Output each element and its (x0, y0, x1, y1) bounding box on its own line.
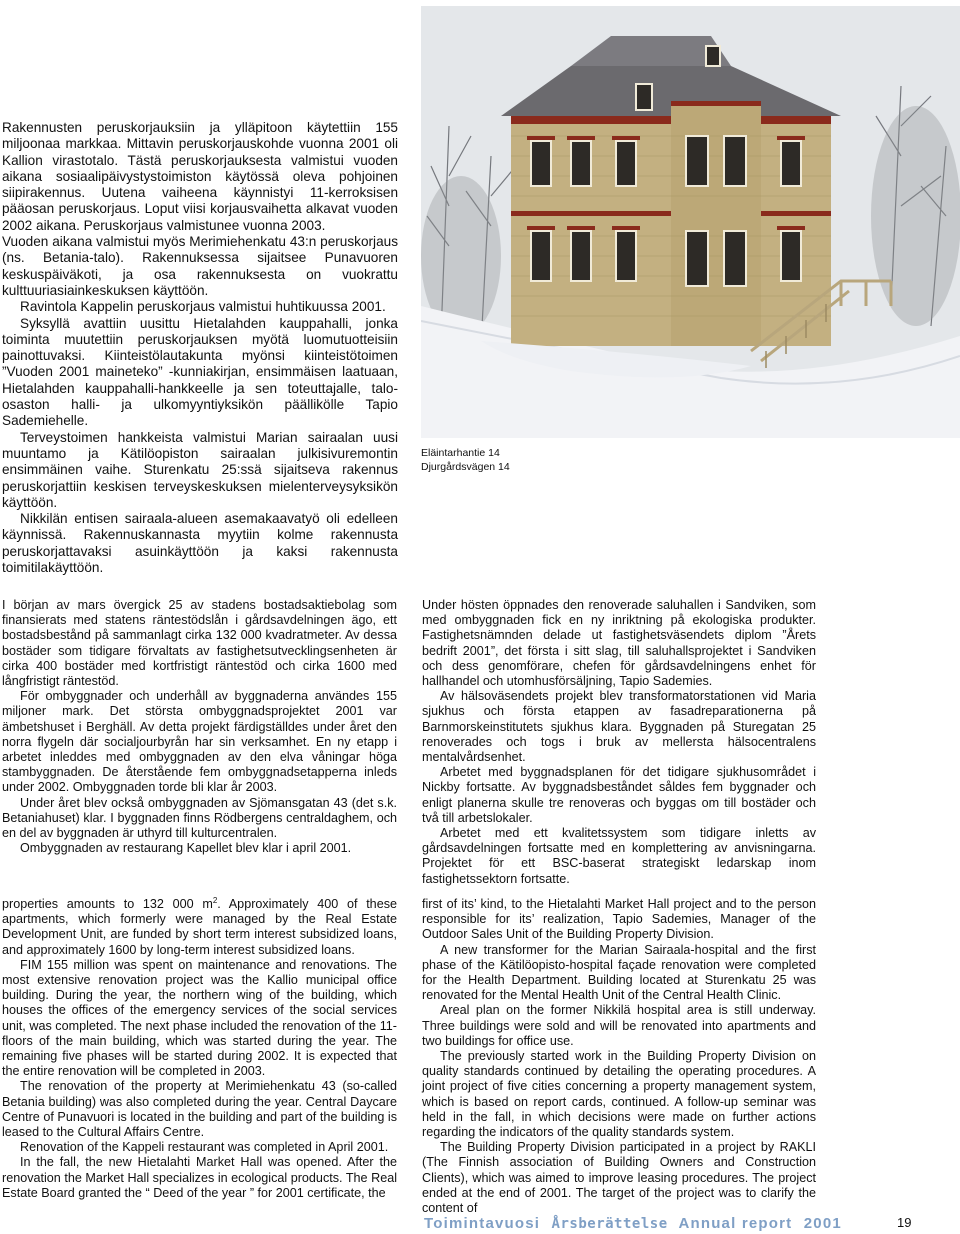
en-first-start: properties amounts to 132 000 m (2, 897, 213, 911)
footer-title-sv: Årsberättelse (551, 1216, 668, 1232)
sv-paragraph: Under hösten öppnades den renoverade saluhallen i Sandviken, som med ombyggnaden fick en ny inriktning på ekologiska produkter. Fastighetsnämnden delade ut fastighetsväsendets diplom ”Årets bedrift 2001”, det första i sitt slag, till saluhallsprojektet i Sandviken och dess genomförare, chefen för gårdsavdelningens enhet för hallhandel och utomhusförsäljning, Tapio Sademies. (422, 598, 816, 689)
swedish-text-left (2, 598, 397, 856)
caption-line-sv: Djurgårdsvägen 14 (421, 461, 510, 473)
swedish-text-right (422, 598, 816, 887)
sv-paragraph: Under året blev också ombyggnaden av Sjömansgatan 43 (det s.k. Betaniahuset) klar. I byggnaden finns Rödbergens centraldaghem, och en del av byggnaden är uthyrd till kulturcentralen. (2, 795, 397, 841)
sv-paragraph: Ombyggnaden av restaurang Kapellet blev klar i april 2001. (20, 841, 352, 856)
en-paragraph: The Building Property Division participated in a project by RAKLI (The Finnish association of Building Owners and Construction Clients), which was aimed to improve leasing procedures. The project ended at the end of 2001. The target of the project was to clarify the content of (422, 1140, 816, 1216)
sv-paragraph: Arbetet med byggnadsplanen för det tidigare sjukhusområdet i Nickby fortsatte. Av byggnadsbeståndet såldes fem byggnader och enligt planerna skulle tre renoveras och byggas om till bostäder och två till arbetslokaler. (422, 765, 816, 825)
english-text-right (422, 897, 816, 1216)
en-paragraph-first (2, 897, 397, 958)
finnish-text-column (2, 120, 398, 576)
sv-paragraph: Av hälsoväsendets projekt blev transformatorstationen vid Maria sjukhus och första etappen av fasadreparationerna på Barnmorskeinstitutets sjukhus klara. Byggnaden på Sturegatan 25 renoverades och togs i bruk av mellersta hälsocentralens mentalvårdsenhet. (422, 689, 816, 765)
en-paragraph: The renovation of the property at Merimiehenkatu 43 (so-called Betania building) was also completed during the year. Central Daycare Centre of Punavuori is located in the building and part of the building is leased to the Cultural Affairs Centre. (2, 1079, 397, 1140)
fi-paragraph-6: Nikkilän entisen sairaala-alueen asemakaavatyö oli edelleen käynnissä. Rakennuskannasta myytiin kolme rakennusta peruskorjattavaksi asuinkäyttöön ja kaksi rakennusta toimitilakäyttöön. (2, 511, 398, 576)
footer-title-en: Annual report (678, 1215, 793, 1232)
en-first-rest: . Approximately 400 of these apartments, which formerly were managed by the Real Estate Development Unit, are funded by short term interest subsidized loans, and approximately 1600 by long-term interest subsidized loans. (2, 897, 397, 957)
sv-paragraph: För ombyggnader och underhåll av byggnaderna användes 155 miljoner mark. Det största ombyggnadsprojektet 2001 var ämbetshuset i Berghäll. Av detta projekt färdigställdes under året den norra flygeln där socialjourbyrån har sin verksamhet. En ny etapp i arbetet inleddes med ombyggnaden av den elva våningar höga stambyggnaden. De återstående fem ombyggnadsetapperna inleds under 2002. Ombyggnaden torde bli klar år 2003. (2, 689, 397, 795)
sv-paragraph: Arbetet med ett kvalitetssystem som tidigare inletts av gårdsavdelningen fortsatte med en komplettering av anvisningarna. Projektet för ett BSC-baserat strategiskt ledarskap inom fastighetssektorn fortsatte. (422, 826, 816, 886)
en-paragraph: Areal plan on the former Nikkilä hospital area is still underway. Three buildings were sold and will be renovated into apartments and two buildings for office use. (422, 1003, 816, 1048)
footer-title-fi: Toimintavuosi (424, 1215, 541, 1232)
footer-year: 2001 (803, 1215, 842, 1232)
fi-paragraph-1: Rakennusten peruskorjauksiin ja ylläpitoon käytettiin 155 miljoonaa markkaa. Mittavin peruskorjauskohde vuonna 2001 oli Kallion virastotalo. Tästä peruskorjauksesta valmistui vuoden aikana sosiaalipäivystystoimiston käytössä oleva pohjoinen siipirakennus. Uutena vaiheena käynnistyi 11-kerroksisen pääosan peruskorjaus. Loput viisi korjausvaihetta alkavat vuoden 2002 aikana. Peruskorjaus valmistunee vuonna 2003. (2, 120, 398, 233)
en-paragraph: In the fall, the new Hietalahti Market Hall was opened. After the renovation the Market Hall specializes in ecological products. The Real Estate Board granted the “ Deed of the year ” for 2001 certificate, the (2, 1155, 397, 1200)
en-paragraph: A new transformer for the Marian Sairaala-hospital and the first phase of the Kätilöopisto-hospital façade renovation were completed for the Health Department. Building located at Sturenkatu 25 was renovated for the Mental Health Unit of the Central Health Clinic. (422, 942, 816, 1003)
footer-report-title (424, 1215, 848, 1232)
english-text-left (2, 897, 397, 1201)
fi-paragraph-2: Vuoden aikana valmistui myös Merimiehenkatu 43:n peruskorjaus (ns. Betania-talo). Rakennuksessa sijaitsee Punavuoren keskuspäiväkoti, ja osa rakennuksesta on vuokrattu kulttuuriasiainkeskuksen käyttöön. (2, 234, 398, 298)
squared-superscript: 2 (212, 895, 218, 905)
fi-paragraph-5: Terveystoimen hankkeista valmistui Marian sairaalan uusi muuntamo ja Kätilöopiston sairaalan julkisivuremontin ensimmäinen vaihe. Sturenkatu 25:ssä sijaitseva rakennus peruskorjattiin keskisen terveyskeskuksen mielenterveysyksikön käyttöön. (2, 429, 398, 510)
en-paragraph: Renovation of the Kappeli restaurant was completed in April 2001. (20, 1140, 389, 1155)
fi-paragraph-4: Syksyllä avattiin uusittu Hietalahden kauppahalli, jonka toiminta muutettiin peruskorjauksen myötä luomutuotteisiin painottuvaksi. Kiinteistölautakunta myönsi kiinteistötoimen ”Vuoden 2001 maineteko” -kunniakirjan, ensimmäisen laatuaan, Hietalahden kauppahalli-hankkeelle ja sen toteuttajalle, talo-osaston halli- ja ulkomyyntiyksikön päällikölle Tapio Sademiehelle. (2, 315, 398, 429)
page-number: 19 (897, 1215, 912, 1230)
en-paragraph: The previously started work in the Building Property Division on quality standards continued by detailing the operating procedures. A joint project of five cities concerning a property management system, which is based on report cards, continued. A follow-up seminar was held in the fall, in which decisions were made on further actions regarding the indicators of the quality standards system. (422, 1049, 816, 1140)
en-paragraph: first of its’ kind, to the Hietalahti Market Hall project and to the person responsible for its’ realization, Tapio Sademies, Manager of the Outdoor Sales Unit of the Building Property Division. (422, 897, 816, 942)
fi-paragraph-3: Ravintola Kappelin peruskorjaus valmistui huhtikuussa 2001. (20, 299, 386, 315)
building-photo (421, 6, 960, 438)
caption-line-fi: Eläintarhantie 14 (421, 447, 500, 459)
sv-paragraph: I början av mars övergick 25 av stadens bostadsaktiebolag som finansierats med statens räntestödslån i gårdsavdelningen ägo, ett bostadsbestånd på sammanlagt cirka 132 000 kvadratmeter. Av dessa bostäder som tidigare förvaltats av fastighetsutvecklingsenheten är cirka 400 bostäder med kortfristigt räntestöd och cirka 1600 med långfristigt räntestöd. (2, 598, 397, 689)
en-paragraph: FIM 155 million was spent on maintenance and renovations. The most extensive renovation project was the Kallio municipal office building. During the year, the northern wing of the building, which houses the offices of the emergency services of the social services unit, was completed. The next phase included the renovation of the 11-floors of the main building, which was started during the year. The remaining five phases will be started during 2002. It is expected that the entire renovation will be completed in 2003. (2, 957, 397, 1079)
photo-caption (421, 446, 510, 474)
